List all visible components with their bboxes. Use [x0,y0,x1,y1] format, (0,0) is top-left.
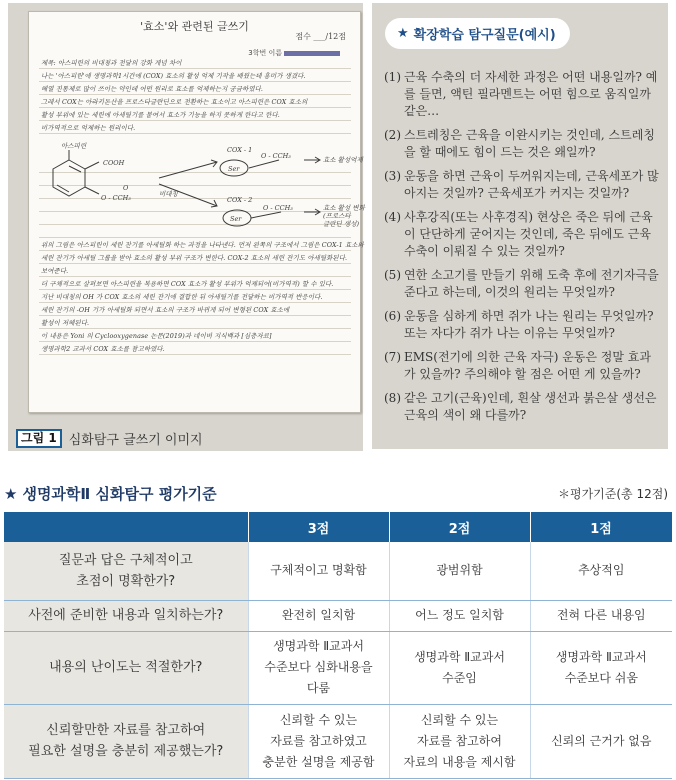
question-text: 같은 고기(근육)인데, 흰살 생선과 붉은살 생선은 근육의 색이 왜 다를까? [404,391,657,422]
svg-text:COX - 1: COX - 1 [227,146,253,154]
ruled-line [39,328,351,329]
question-text: 운동을 하면 근육이 두꺼워지는데, 근육세포가 많아지는 것일까? 근육세포가 커지는 것일까? [404,169,659,200]
rubric-cell-1: 신뢰의 근거가 없음 [530,704,672,778]
ruled-line [39,341,351,342]
essay-line: 그래서 COX는 아라키돈산을 프로스타글란딘으로 전환하는 효소이고 아스피린은 COX 효소의 [41,98,308,106]
inquiry-question [384,308,662,342]
essay-line: 지난 비대칭의 OH 가 COX 효소의 세린 잔기에 결합한 뒤 아세틸기를 전달하는 비가역적 반응이다. [41,293,323,301]
rubric-criterion: 사전에 준비한 내용과 일치하는가? [4,600,248,631]
inquiry-title-text: 확장학습 탐구질문(예시) [413,28,556,43]
handwritten-essay-image [28,11,365,413]
essay-line: 활성이 저해된다. [41,319,90,327]
question-number: (2) [384,128,401,142]
svg-text:COX - 2: COX - 2 [227,196,253,204]
ruled-line [39,68,351,69]
rubric-cell-2: 광범위함 [389,542,530,600]
question-number: (1) [384,70,401,84]
inquiry-question [384,168,662,202]
ruled-line [39,276,351,277]
essay-line: 해열 진통제로 많이 쓰이는 약인데 어떤 원리로 효소를 억제하는지 궁금하였다. [41,85,264,93]
rubric-header-blank [4,512,248,542]
svg-text:효소 활성억제: 효소 활성억제 [323,156,363,164]
question-text: 연한 소고기를 만들기 위해 도축 후에 전기자극을 준다고 하는데, 이것의 원리는 무엇일까? [404,268,659,299]
inquiry-question-list [384,69,662,431]
table-row [4,631,672,704]
rubric-criterion: 내용의 난이도는 적절한가? [4,631,248,704]
star-icon: ★ [4,484,18,503]
inquiry-question [384,209,662,260]
question-number: (3) [384,169,401,183]
ruled-line [39,107,351,108]
essay-line: 제목: 아스피린의 비대칭과 전달의 강화 개념 차이 [41,59,182,67]
table-row [4,704,672,778]
rubric-header-1: 1점 [530,512,672,542]
rubric-cell-2: 신뢰할 수 있는 자료를 참고하여 자료의 내용을 제시함 [389,704,530,778]
figure-caption [16,429,203,448]
rubric-criterion: 신뢰할만한 자료를 참고하여 필요한 설명을 충분히 제공했는가? [4,704,248,778]
inquiry-question [384,267,662,301]
rubric-total-note: ＊평가기준(총 12점) [558,487,668,501]
ruled-line [39,94,351,95]
inquiry-question [384,127,662,161]
figure-caption-text: 심화탐구 글쓰기 이미지 [68,433,203,448]
essay-line: 위의 그림은 아스피린이 세린 잔기를 아세틸화 하는 과정을 나타낸다. 먼저 왼쪽의 구조에서 그림은 COX-1 효소와 [41,241,364,249]
essay-line: 이 내용은 Yoni 의 Cyclooxygenase 논문(2019)과 네이버 지식백과 [심층자료] [41,332,272,340]
inquiry-panel [372,3,668,449]
question-number: (7) [384,350,401,364]
question-number: (5) [384,268,401,282]
reaction-diagram [39,140,365,240]
ruled-line [39,289,351,290]
rubric-cell-3: 완전히 일치함 [248,600,389,631]
rubric-title: 생명과학Ⅱ 심화탐구 평가기준 [22,485,217,503]
essay-line: 나는 '아스피린'에 생명과학1시간에 (COX) 효소의 활성 억제 기작을 배웠는데 흥미가 생겼다. [41,72,306,80]
essay-line: 보여준다. [41,267,69,275]
svg-text:(프로스타: (프로스타 [323,212,351,220]
svg-text:아스피린: 아스피린 [61,142,87,150]
figure-badge: 그림 1 [16,429,62,448]
rubric-cell-3: 구체적이고 명확함 [248,542,389,600]
ruled-line [39,81,351,82]
inquiry-question [384,390,662,424]
rubric-cell-3: 생명과학 Ⅱ교과서 수준보다 심화내용을 다룸 [248,631,389,704]
essay-line: 비가역적으로 억제하는 원리이다. [41,124,136,132]
inquiry-question [384,69,662,120]
question-text: 스트레칭은 근육을 이완시키는 것인데, 스트레칭을 할 때에도 힘이 드는 것은 왜일까? [404,128,655,159]
rubric-table [4,512,673,779]
svg-text:효소 활성 변화: 효소 활성 변화 [323,204,365,212]
table-row [4,600,672,631]
svg-text:O - CCH₃: O - CCH₃ [261,152,291,160]
rubric-cell-3: 신뢰할 수 있는 자료를 참고하였고 충분한 설명을 제공함 [248,704,389,778]
essay-student-name: 3학번 이름 [248,48,340,58]
svg-text:Ser: Ser [230,215,242,223]
question-text: EMS(전기에 의한 근육 자극) 운동은 정말 효과가 있을까? 주의해야 할 점은 어떤 게 있을까? [404,350,651,381]
svg-text:O - CCH₃: O - CCH₃ [101,194,131,202]
question-text: 운동을 심하게 하면 쥐가 나는 원리는 무엇일까? 또는 자다가 쥐가 나는 이유는 무엇일까? [404,309,654,340]
question-number: (8) [384,391,401,405]
rubric-heading [4,483,217,504]
ruled-line [39,315,351,316]
inquiry-question [384,349,662,383]
essay-line: 생명과학2 교과서 COX 효소를 참고하였다. [41,345,165,353]
inquiry-title [385,18,570,49]
essay-line: 활성 부위에 있는 세린에 아세틸기를 붙여서 효소가 기능을 하지 못하게 한다고 한다. [41,111,280,119]
svg-text:Ser: Ser [228,165,240,173]
rubric-header-row [4,512,672,542]
essay-line: 세린 잔기가 아세틸 그룹을 받아 효소의 활성 부위 구조가 변한다. COX-2 효소의 세린 잔기도 아세틸화된다. [41,254,348,262]
question-text: 사후강직(또는 사후경직) 현상은 죽은 뒤에 근육이 단단하게 굳어지는 것인데, 죽은 뒤에도 근육 수축이 이뤄질 수 있는 것일까? [404,210,653,258]
ruled-line [39,354,351,355]
svg-text:O: O [123,184,129,192]
rubric-cell-1: 추상적임 [530,542,672,600]
figure-panel [8,3,363,451]
svg-text:COOH: COOH [103,159,125,167]
table-row [4,542,672,600]
rubric-header-2: 2점 [389,512,530,542]
ruled-line [39,302,351,303]
ruled-line [39,120,351,121]
svg-text:글란딘 생성): 글란딘 생성) [323,220,359,228]
svg-text:O - CCH₃: O - CCH₃ [263,204,293,212]
ruled-line [39,250,351,251]
rubric-cell-2: 생명과학 Ⅱ교과서 수준임 [389,631,530,704]
question-number: (4) [384,210,401,224]
essay-title: '효소'와 관련된 글쓰기 [140,20,249,33]
question-text: 근육 수축의 더 자세한 과정은 어떤 내용일까? 예를 들면, 액틴 필라멘트는 어떤 힘으로 움직일까같은… [404,70,658,118]
star-icon: ★ [397,26,409,41]
rubric-cell-1: 전혀 다른 내용임 [530,600,672,631]
ruled-line [39,133,351,134]
rubric-criterion: 질문과 답은 구체적이고 초점이 명확한가? [4,542,248,600]
essay-line: 세린 잔기의 -OH 기가 아세틸화 되면서 효소의 구조가 바뀌게 되어 변형된 COX 효소에 [41,306,290,314]
essay-line: 더 구체적으로 살펴보면 아스피린을 복용하면 COX 효소가 활성 부위가 억제되어(비가역적) 할 수 있다. [41,280,334,288]
rubric-header-3: 3점 [248,512,389,542]
question-number: (6) [384,309,401,323]
rubric-cell-1: 생명과학 Ⅱ교과서 수준보다 쉬움 [530,631,672,704]
rubric-cell-2: 어느 정도 일치함 [389,600,530,631]
svg-text:비대칭: 비대칭 [159,190,178,198]
essay-score: 점수 ___/12점 [295,32,346,41]
ruled-line [39,263,351,264]
